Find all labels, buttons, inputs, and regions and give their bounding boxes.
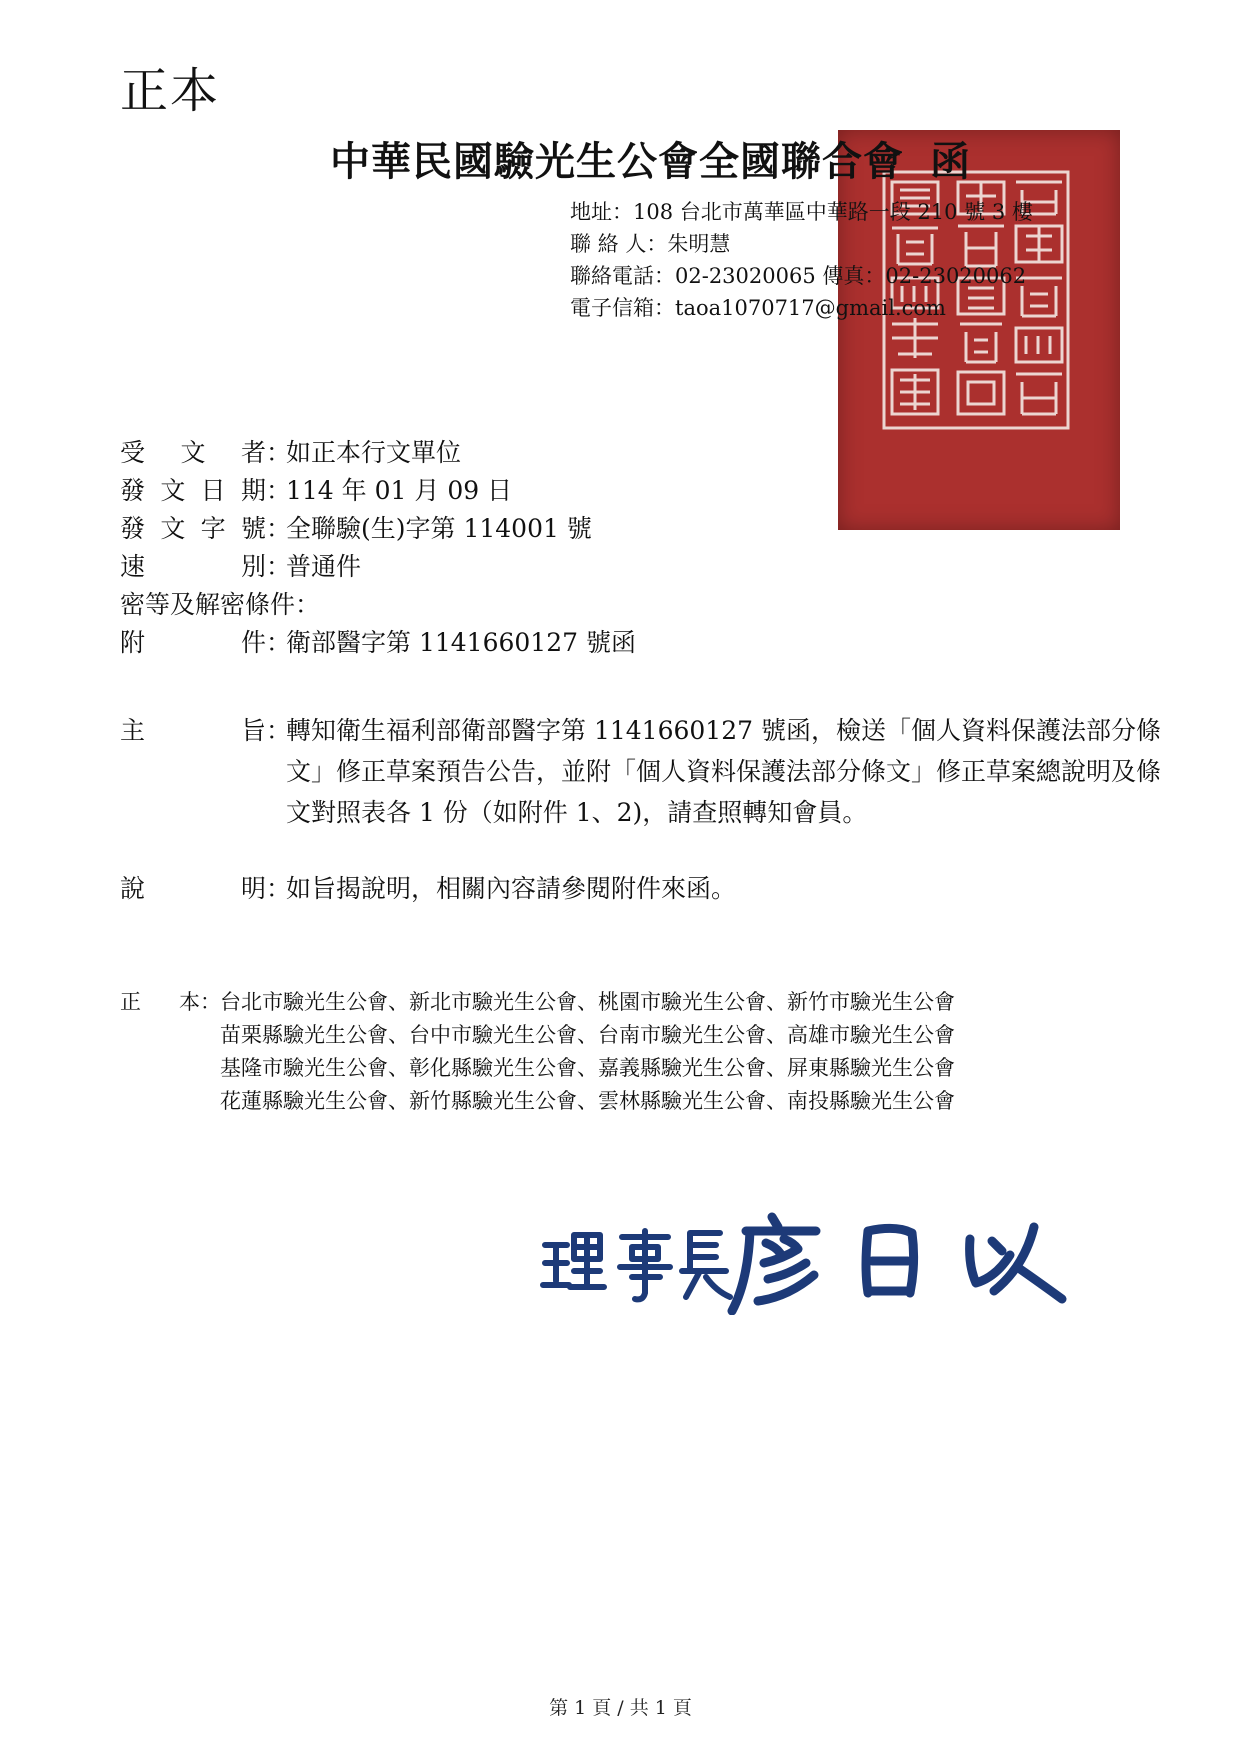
page-number: 第 1 頁 / 共 1 頁 <box>549 1697 692 1719</box>
number-label: 發文字號 <box>120 514 266 543</box>
email-row: 電子信箱：taoa1070717@gmail.com <box>570 296 946 320</box>
recipients-label: 正本 <box>120 990 200 1014</box>
contact-person-row: 聯 絡 人：朱明慧 <box>570 232 731 256</box>
explanation-section: 說明：如旨揭說明，相關內容請參閱附件來函。 <box>120 868 736 909</box>
attachment-label: 附件 <box>120 628 266 657</box>
official-seal <box>838 130 1120 530</box>
attachment-value: 衛部醫字第 1141660127 號函 <box>286 628 636 657</box>
speed-row: 速別：普通件 <box>120 548 636 586</box>
document-title <box>330 130 971 187</box>
phone-label: 聯絡電話 <box>570 264 654 288</box>
chairman-signature <box>540 1205 1100 1315</box>
address-row: 地址：108 台北市萬華區中華路一段 210 號 3 樓 <box>570 200 1033 224</box>
recipients-list <box>220 986 955 1118</box>
email-value: taoa1070717@gmail.com <box>675 296 946 320</box>
recipient-row: 受文者：如正本行文單位 <box>120 434 636 472</box>
issuer-name: 中華民國驗光生公會全國聯合會 <box>330 139 904 185</box>
number-row: 發文字號：全聯驗(生)字第 114001 號 <box>120 510 636 548</box>
recipient-label: 受文者 <box>120 438 266 467</box>
secrecy-label: 密等及解密條件 <box>120 590 296 619</box>
phone-row: 聯絡電話：02-23020065 傳真：02-23020062 <box>570 264 1027 288</box>
speed-label: 速別 <box>120 552 266 581</box>
contact-person-value: 朱明慧 <box>667 232 731 256</box>
subject-label: 主旨 <box>120 716 266 745</box>
explanation-text: 如旨揭說明，相關內容請參閱附件來函。 <box>286 874 737 903</box>
speed-value: 普通件 <box>286 552 362 581</box>
contact-person-label: 聯 絡 人 <box>570 232 647 256</box>
document-meta <box>120 434 636 662</box>
attachment-row: 附件：衛部醫字第 1141660127 號函 <box>120 624 636 662</box>
date-row: 發文日期：114 年 01 月 09 日 <box>120 472 636 510</box>
date-label: 發文日期 <box>120 476 266 505</box>
subject-section: 主旨：轉知衛生福利部衛部醫字第 1141660127 號函，檢送「個人資料保護法部分條文」修正草案預告公告，並附「個人資料保護法部分條文」修正草案總說明及條文對照表各 1 份（如附件 1、2)，請查照轉知會員。 <box>120 710 1170 833</box>
recipients-line: 苗栗縣驗光生公會、台中市驗光生公會、台南市驗光生公會、高雄市驗光生公會 <box>220 1023 955 1047</box>
date-value: 114 年 01 月 09 日 <box>286 476 513 505</box>
explanation-label: 說明 <box>120 874 266 903</box>
email-label: 電子信箱 <box>570 296 654 320</box>
recipient-value: 如正本行文單位 <box>286 438 462 467</box>
address-label: 地址 <box>570 200 612 224</box>
phone-value: 02-23020065 <box>675 264 816 288</box>
fax-value: 02-23020062 <box>885 264 1027 288</box>
number-value: 全聯驗(生)字第 114001 號 <box>286 514 592 543</box>
fax-label: 傳真 <box>822 264 865 288</box>
recipients-line: 基隆市驗光生公會、彰化縣驗光生公會、嘉義縣驗光生公會、屏東縣驗光生公會 <box>220 1056 955 1080</box>
recipients-line: 花蓮縣驗光生公會、新竹縣驗光生公會、雲林縣驗光生公會、南投縣驗光生公會 <box>220 1089 955 1113</box>
contact-block <box>570 196 1033 324</box>
address-value: 108 台北市萬華區中華路一段 210 號 3 樓 <box>633 200 1033 224</box>
subject-text: 轉知衛生福利部衛部醫字第 1141660127 號函，檢送「個人資料保護法部分條文」修正草案預告公告，並附「個人資料保護法部分條文」修正草案總說明及條文對照表各 1 份（如附件 1、2)，請查照轉知會員。 <box>286 716 1162 827</box>
copy-mark: 正本 <box>120 63 221 119</box>
recipients-section: 正本： 台北市驗光生公會、新北市驗光生公會、桃園市驗光生公會、新竹市驗光生公會 苗栗縣驗光生公會、台中市驗光生公會、台南市驗光生公會、高雄市驗光生公會 基隆市驗光生公會、彰化縣驗光生公會、嘉義縣驗光生公會、屏東縣驗光生公會 花蓮縣驗光生公會、新竹縣驗光生公會、雲林縣驗光生公會、南投縣驗光生公會 <box>120 986 955 1118</box>
secrecy-row: 密等及解密條件： <box>120 586 636 624</box>
document-type: 函 <box>930 139 971 185</box>
recipients-line: 台北市驗光生公會、新北市驗光生公會、桃園市驗光生公會、新竹市驗光生公會 <box>220 990 955 1014</box>
